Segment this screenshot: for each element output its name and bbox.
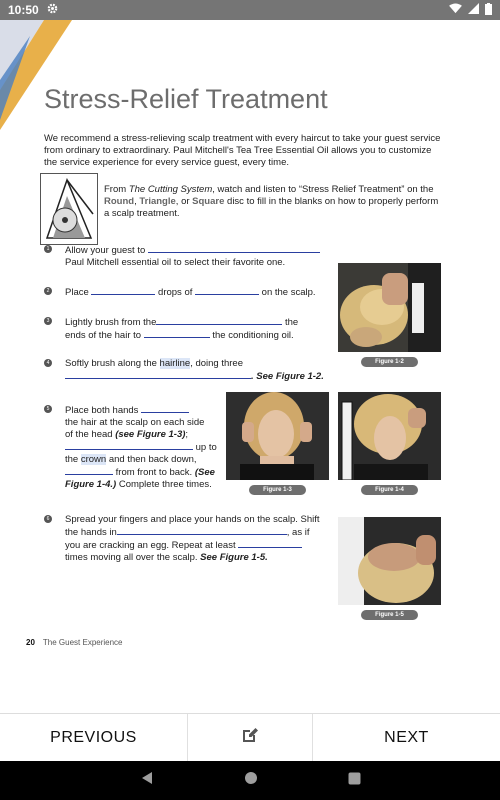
previous-button[interactable]: PREVIOUS	[50, 728, 137, 746]
page-number: 20	[26, 638, 35, 647]
blank-field[interactable]	[148, 244, 320, 253]
highlight-hairline: hairline	[159, 358, 191, 369]
step-number: 3	[44, 317, 52, 325]
text: from front to back.	[115, 467, 193, 478]
system-navigation-bar	[0, 761, 500, 800]
text: , doing three	[190, 358, 244, 369]
blank-field[interactable]	[144, 329, 210, 338]
figure-ref: . See Figure 1-2.	[251, 371, 324, 382]
blank-field[interactable]	[238, 539, 302, 548]
disc-square: Square	[192, 196, 225, 207]
page-title: Stress-Relief Treatment	[44, 84, 328, 114]
figure-caption: Figure 1-3	[249, 485, 306, 495]
text: times moving all over the scalp.	[65, 552, 198, 563]
figure-ref: See Figure 1-5.	[200, 552, 268, 563]
step-4	[65, 358, 335, 383]
figure-caption: Figure 1-4	[361, 485, 418, 495]
recents-icon[interactable]	[348, 772, 361, 790]
blank-field[interactable]	[156, 316, 282, 325]
step-3	[65, 316, 335, 342]
text: ;	[185, 429, 189, 440]
blank-field[interactable]	[65, 466, 113, 475]
intro-paragraph: We recommend a stress-relieving scalp treatment with every haircut to take your guest service from ordinary to extraordinary. Paul Mitchell's Tea Tree Essential Oil allows you to customize the service experience for every service guest, every time.	[44, 133, 441, 168]
figure-ref: Figure 1-4.)	[65, 479, 117, 490]
step-number: 5	[44, 405, 52, 413]
text: , or	[175, 196, 193, 207]
text: on the scalp.	[261, 287, 316, 298]
blank-field[interactable]	[65, 370, 251, 379]
next-button[interactable]: NEXT	[384, 728, 429, 746]
step-2	[65, 286, 335, 299]
figure-ref: (see Figure 1-3)	[115, 429, 186, 440]
clock: 10:50	[8, 3, 39, 17]
step-number: 2	[44, 287, 52, 295]
edit-icon	[240, 725, 260, 750]
blank-field[interactable]	[91, 286, 155, 295]
figure-1-3-photo	[226, 392, 329, 480]
footer-title: The Guest Experience	[42, 638, 123, 647]
text: From	[104, 184, 129, 195]
text: Spread your fingers and place your hands on the scalp. Shift	[65, 514, 320, 525]
figure-caption: Figure 1-2	[361, 357, 418, 367]
text: Lightly brush from the	[65, 317, 157, 328]
text: drops of	[158, 287, 193, 298]
text: Paul Mitchell essential oil to select their favorite one.	[65, 257, 286, 268]
text: Softly brush along the	[65, 358, 157, 369]
text: the hair at the scalp on each side	[65, 417, 205, 428]
step-5	[65, 404, 225, 491]
figure-caption: Figure 1-5	[361, 610, 418, 620]
text: of the head	[65, 429, 113, 440]
cutting-system-instructions	[104, 184, 444, 220]
back-icon[interactable]	[140, 771, 154, 790]
battery-icon	[485, 3, 492, 18]
step-number: 4	[44, 359, 52, 367]
cutting-system-title: The Cutting System	[128, 184, 213, 195]
step-1	[65, 244, 335, 269]
cutting-system-logo	[40, 173, 98, 245]
home-icon[interactable]	[244, 771, 258, 790]
step-6	[65, 514, 335, 564]
blank-field[interactable]	[117, 526, 287, 535]
figure-1-4-photo	[338, 392, 441, 480]
text: the conditioning oil.	[212, 330, 294, 341]
text: ,	[134, 196, 140, 207]
step-number: 1	[44, 245, 52, 253]
edit-button[interactable]	[187, 714, 313, 761]
text: the	[285, 317, 299, 328]
page-footer	[26, 638, 123, 647]
blank-field[interactable]	[195, 286, 259, 295]
gear-icon	[47, 3, 58, 17]
figure-1-5-photo	[338, 517, 441, 605]
signal-icon	[468, 3, 479, 17]
disc-triangle: Triangle	[139, 196, 176, 207]
text: disc to fill in the blanks on how to properly perform a scalp treatment.	[104, 196, 439, 219]
text: you are cracking an egg. Repeat at least	[65, 540, 236, 551]
blank-field[interactable]	[141, 404, 189, 413]
page-viewer[interactable]	[0, 20, 500, 713]
text: Complete three times.	[118, 479, 212, 490]
highlight-crown: crown	[80, 454, 107, 465]
step-number: 6	[44, 515, 52, 523]
text: Place	[65, 287, 89, 298]
text: , watch and listen to “Stress Relief Treatment” on the	[212, 184, 434, 195]
status-bar	[0, 0, 500, 20]
figure-ref: (See	[194, 467, 215, 478]
text: , as if	[286, 527, 310, 538]
text: ends of the hair to	[65, 330, 142, 341]
bottom-navigation	[0, 713, 500, 761]
wifi-icon	[449, 3, 462, 17]
text: Place both hands	[65, 405, 139, 416]
text: and then back down,	[108, 454, 197, 465]
text: Allow your guest to	[65, 245, 146, 256]
figure-1-2-photo	[338, 263, 441, 352]
text: the	[65, 454, 79, 465]
blank-field[interactable]	[65, 441, 193, 450]
text: up to	[195, 442, 217, 453]
text: the hands in	[65, 527, 117, 538]
disc-round: Round	[104, 196, 135, 207]
